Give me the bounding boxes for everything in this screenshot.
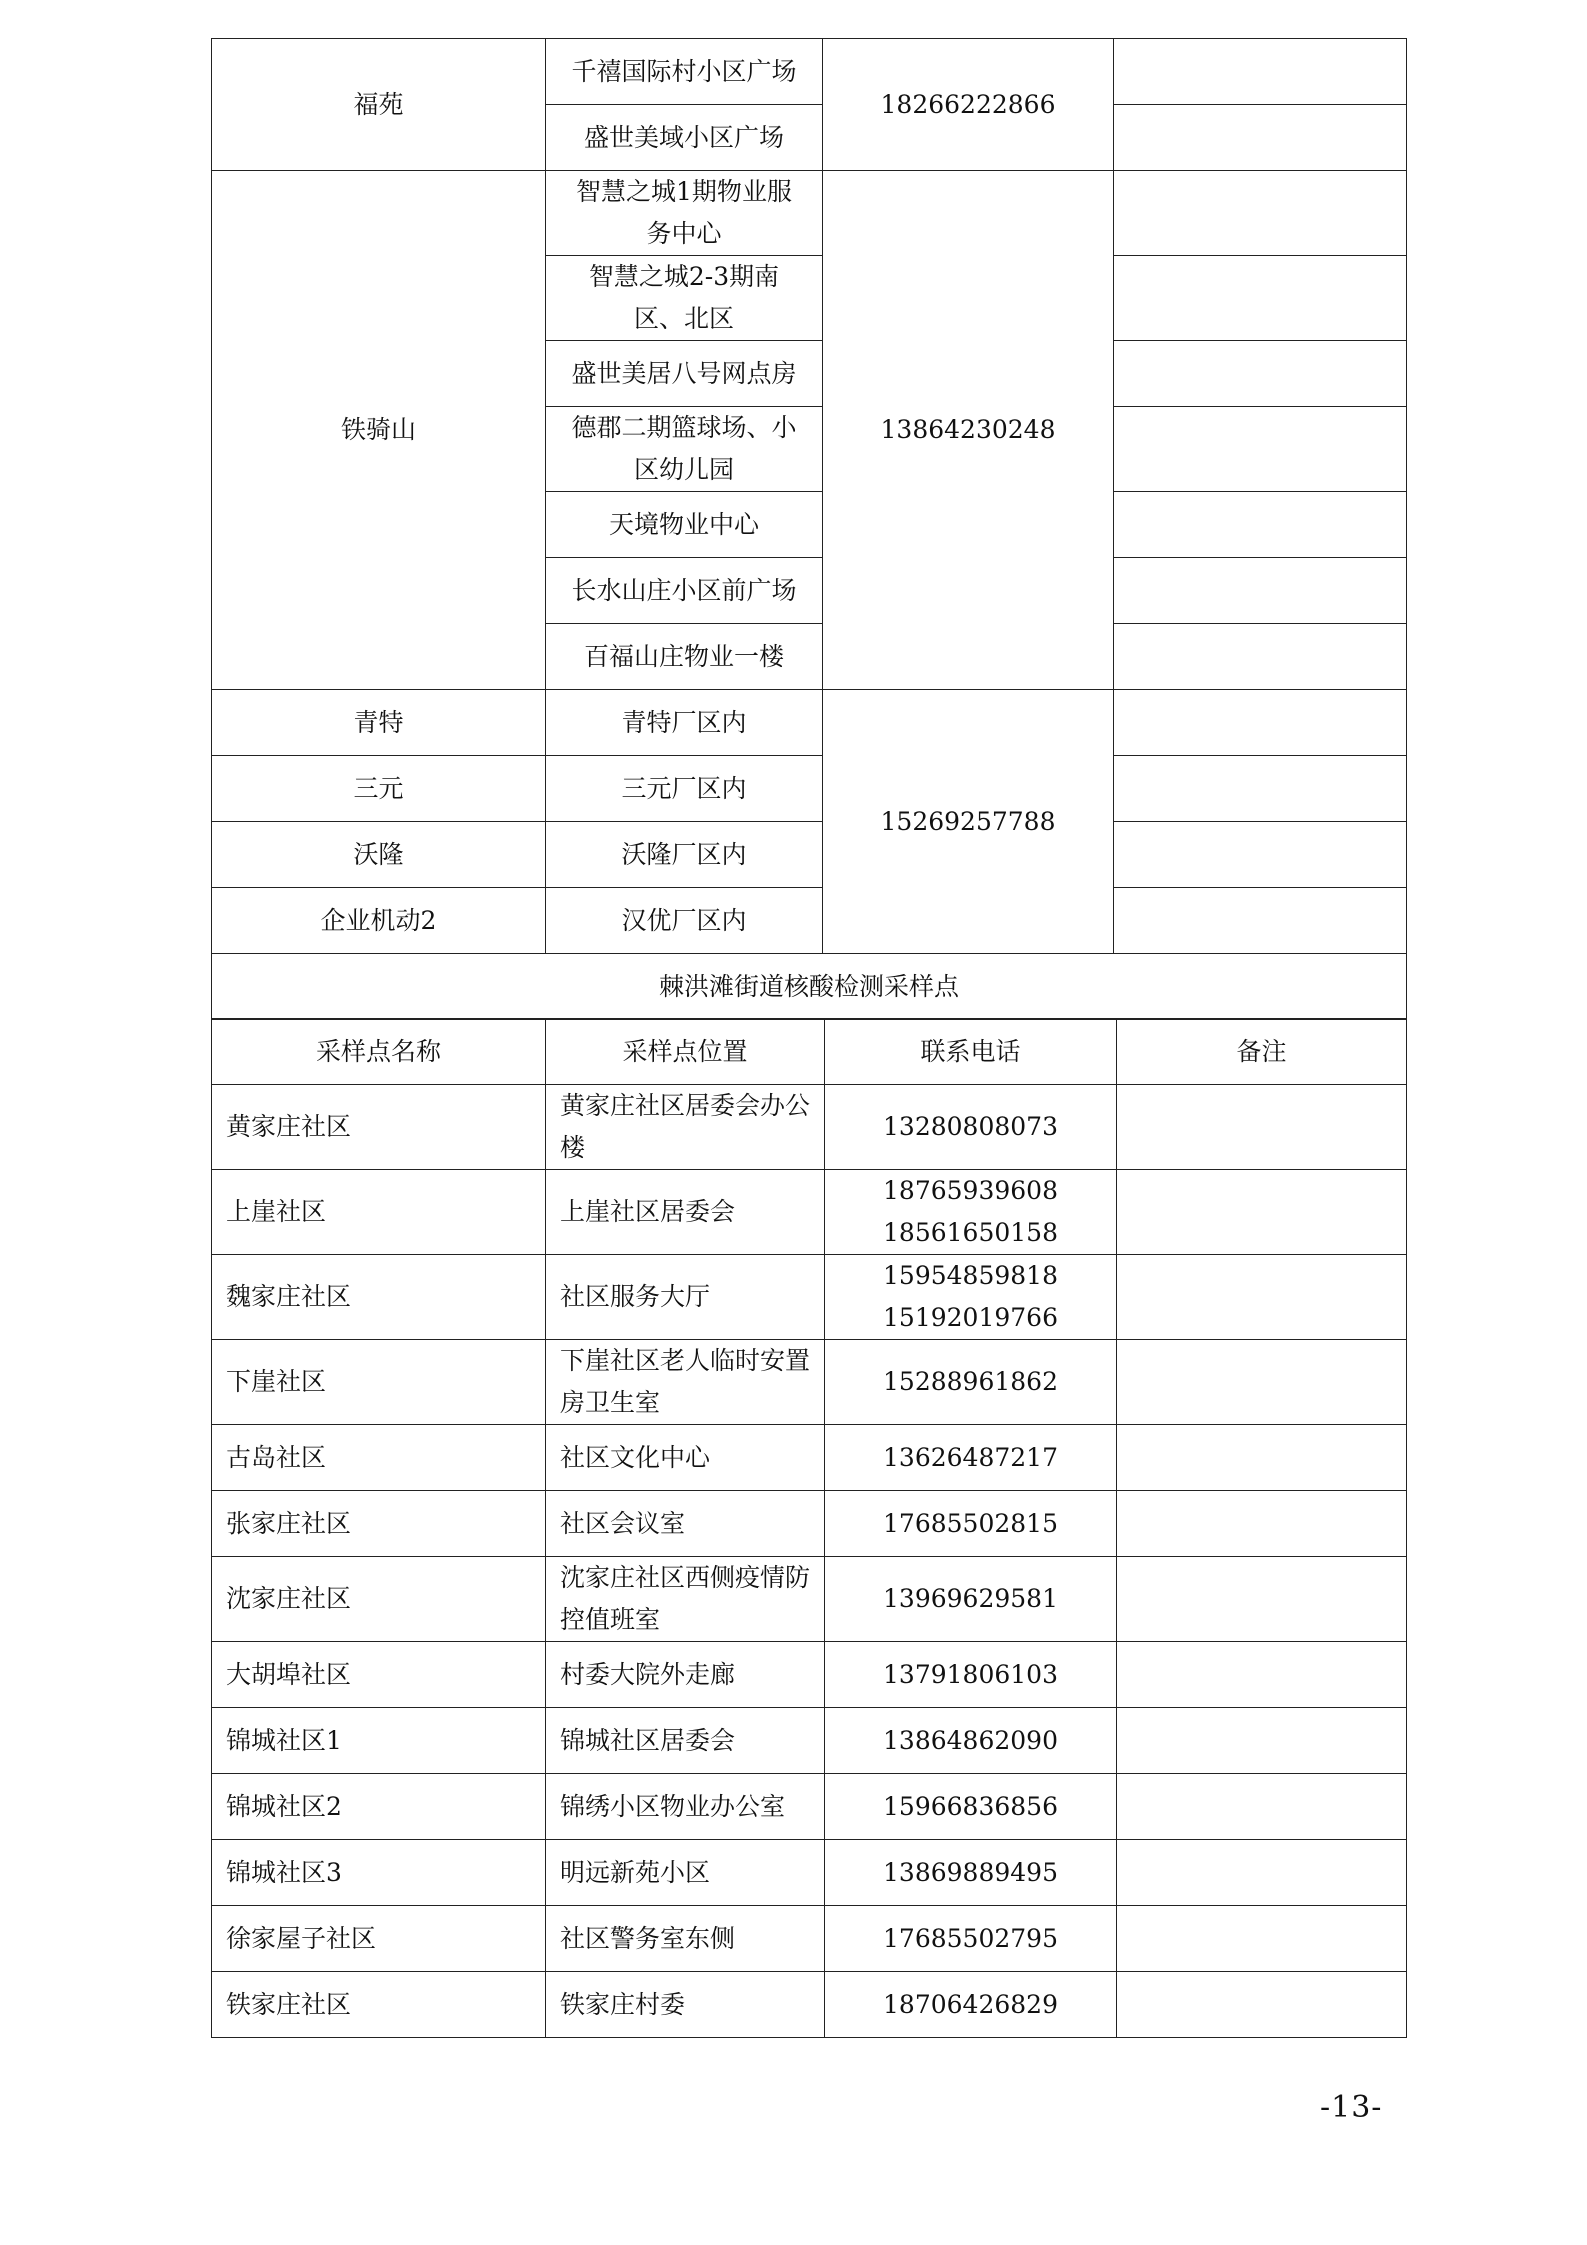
group-name: 福苑 (212, 39, 546, 171)
name-cell: 锦城社区3 (212, 1840, 546, 1906)
name-cell: 上崖社区 (212, 1170, 546, 1255)
phone-cell: 18266222866 (823, 39, 1114, 171)
table-row (212, 888, 1407, 954)
phone-cell: 17685502815 (825, 1491, 1117, 1557)
note-cell (1114, 558, 1407, 624)
table-row (212, 1557, 1407, 1642)
note-cell (1114, 888, 1407, 954)
note-cell (1114, 407, 1407, 492)
phone-cell: 13791806103 (825, 1642, 1117, 1708)
table-row (212, 1170, 1407, 1255)
factory-name: 三元 (212, 756, 546, 822)
phone-cell: 13969629581 (825, 1557, 1117, 1642)
location-cell: 千禧国际村小区广场 (546, 39, 823, 105)
community-table (211, 1018, 1407, 2038)
factory-name: 沃隆 (212, 822, 546, 888)
name-cell: 张家庄社区 (212, 1491, 546, 1557)
table-row (212, 1340, 1407, 1425)
note-cell (1117, 1642, 1407, 1708)
table-row (212, 1840, 1407, 1906)
header-row (212, 1019, 1407, 1085)
note-cell (1114, 39, 1407, 105)
note-cell (1114, 171, 1407, 256)
location-cell: 社区文化中心 (546, 1425, 825, 1491)
location-cell: 智慧之城1期物业服务中心 (546, 171, 823, 256)
location-cell: 社区会议室 (546, 1491, 825, 1557)
location-cell: 智慧之城2-3期南区、北区 (546, 256, 823, 341)
factory-name: 企业机动2 (212, 888, 546, 954)
location-cell: 沈家庄社区西侧疫情防控值班室 (546, 1557, 825, 1642)
note-cell (1114, 105, 1407, 171)
note-cell (1117, 1085, 1407, 1170)
phone-cell: 13864230248 (823, 171, 1114, 690)
location-cell: 社区警务室东侧 (546, 1906, 825, 1972)
phone-cell: 15954859818 15192019766 (825, 1255, 1117, 1340)
location-cell: 长水山庄小区前广场 (546, 558, 823, 624)
table-row (212, 1906, 1407, 1972)
table-row (212, 756, 1407, 822)
location-cell: 明远新苑小区 (546, 1840, 825, 1906)
location-cell: 下崖社区老人临时安置房卫生室 (546, 1340, 825, 1425)
factory-name: 青特 (212, 690, 546, 756)
note-cell (1114, 690, 1407, 756)
location-cell: 三元厂区内 (546, 756, 823, 822)
name-cell: 古岛社区 (212, 1425, 546, 1491)
location-cell: 天境物业中心 (546, 492, 823, 558)
location-cell: 社区服务大厅 (546, 1255, 825, 1340)
note-cell (1117, 1708, 1407, 1774)
note-cell (1114, 624, 1407, 690)
table-row (212, 1085, 1407, 1170)
table-row (212, 1708, 1407, 1774)
name-cell: 锦城社区1 (212, 1708, 546, 1774)
table-row (212, 39, 1407, 105)
note-cell (1117, 1170, 1407, 1255)
phone-cell: 13626487217 (825, 1425, 1117, 1491)
note-cell (1117, 1972, 1407, 2038)
note-cell (1114, 822, 1407, 888)
page-number: -13- (1320, 2090, 1383, 2125)
location-cell: 汉优厂区内 (546, 888, 823, 954)
section-title: 棘洪滩街道核酸检测采样点 (212, 954, 1407, 1020)
location-cell: 盛世美居八号网点房 (546, 341, 823, 407)
note-cell (1114, 341, 1407, 407)
location-cell: 村委大院外走廊 (546, 1642, 825, 1708)
location-cell: 上崖社区居委会 (546, 1170, 825, 1255)
table-row (212, 171, 1407, 256)
note-cell (1117, 1425, 1407, 1491)
location-cell: 德郡二期篮球场、小区幼儿园 (546, 407, 823, 492)
note-cell (1117, 1340, 1407, 1425)
table-row (212, 1774, 1407, 1840)
name-cell: 徐家屋子社区 (212, 1906, 546, 1972)
phone-cell: 15288961862 (825, 1340, 1117, 1425)
table-row (212, 1425, 1407, 1491)
column-header: 备注 (1117, 1019, 1407, 1085)
table-row (212, 690, 1407, 756)
location-cell: 铁家庄村委 (546, 1972, 825, 2038)
name-cell: 黄家庄社区 (212, 1085, 546, 1170)
column-header: 采样点名称 (212, 1019, 546, 1085)
table-row (212, 822, 1407, 888)
table-row (212, 1491, 1407, 1557)
location-cell: 锦绣小区物业办公室 (546, 1774, 825, 1840)
name-cell: 沈家庄社区 (212, 1557, 546, 1642)
name-cell: 下崖社区 (212, 1340, 546, 1425)
phone-cell: 15966836856 (825, 1774, 1117, 1840)
note-cell (1117, 1906, 1407, 1972)
note-cell (1114, 756, 1407, 822)
name-cell: 锦城社区2 (212, 1774, 546, 1840)
column-header: 采样点位置 (546, 1019, 825, 1085)
note-cell (1117, 1491, 1407, 1557)
group-name: 铁骑山 (212, 171, 546, 690)
column-header: 联系电话 (825, 1019, 1117, 1085)
phone-cell: 15269257788 (823, 690, 1114, 954)
phone-cell: 13869889495 (825, 1840, 1117, 1906)
table-row (212, 1972, 1407, 2038)
location-cell: 沃隆厂区内 (546, 822, 823, 888)
note-cell (1114, 256, 1407, 341)
location-cell: 锦城社区居委会 (546, 1708, 825, 1774)
phone-cell: 18706426829 (825, 1972, 1117, 2038)
location-cell: 青特厂区内 (546, 690, 823, 756)
note-cell (1117, 1557, 1407, 1642)
name-cell: 大胡埠社区 (212, 1642, 546, 1708)
phone-cell: 17685502795 (825, 1906, 1117, 1972)
note-cell (1117, 1840, 1407, 1906)
phone-cell: 18765939608 18561650158 (825, 1170, 1117, 1255)
name-cell: 魏家庄社区 (212, 1255, 546, 1340)
note-cell (1114, 492, 1407, 558)
location-cell: 盛世美域小区广场 (546, 105, 823, 171)
note-cell (1117, 1774, 1407, 1840)
location-cell: 黄家庄社区居委会办公楼 (546, 1085, 825, 1170)
sampling-table (211, 38, 1407, 1020)
location-cell: 百福山庄物业一楼 (546, 624, 823, 690)
note-cell (1117, 1255, 1407, 1340)
table-row (212, 1255, 1407, 1340)
phone-cell: 13864862090 (825, 1708, 1117, 1774)
table-row (212, 1642, 1407, 1708)
name-cell: 铁家庄社区 (212, 1972, 546, 2038)
section-title-row (212, 954, 1407, 1020)
phone-cell: 13280808073 (825, 1085, 1117, 1170)
